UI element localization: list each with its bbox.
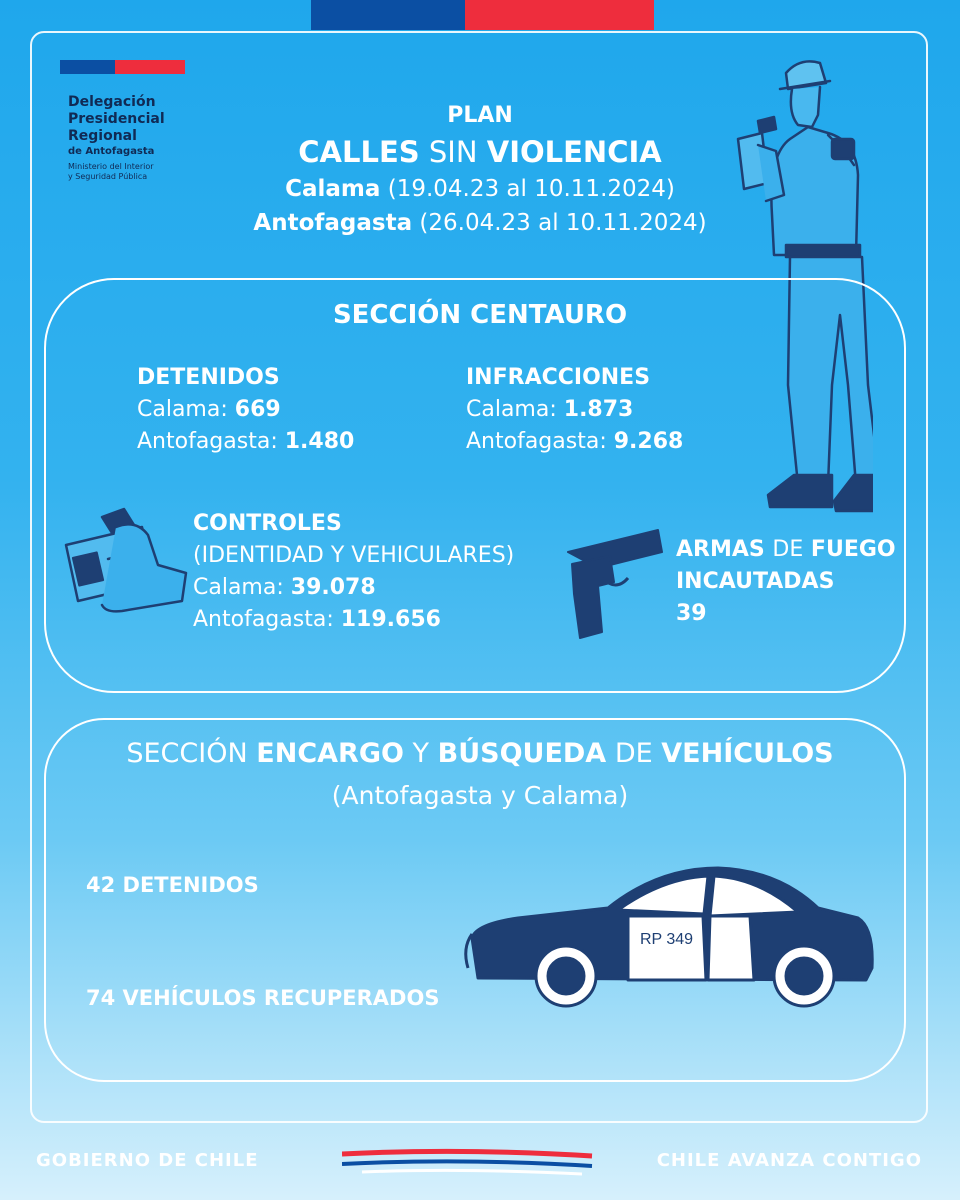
infracciones-heading: INFRACCIONES <box>466 365 651 390</box>
infracciones-block <box>466 362 683 458</box>
title-word-calles: CALLES <box>298 135 420 169</box>
armas-block <box>676 534 896 630</box>
controles-calama <box>193 572 514 604</box>
footer-swoosh-icon <box>342 1146 594 1176</box>
chile-avanza-contigo-logo: CHILE AVANZA CONTIGO <box>656 1150 922 1171</box>
controles-block <box>193 508 514 636</box>
infracciones-calama <box>466 394 683 426</box>
armas-heading-line1 <box>676 534 896 566</box>
title-word-violencia: VIOLENCIA <box>486 135 662 169</box>
pistol-icon <box>558 522 668 642</box>
logo-line3: Regional <box>68 128 137 144</box>
controles-calama-value: 39.078 <box>290 575 376 600</box>
police-car-illustration <box>458 858 878 1008</box>
detenidos-calama <box>137 394 354 426</box>
logo-flag-red <box>115 60 185 74</box>
encargo-title-w5: DE <box>614 738 653 769</box>
plan-header <box>180 100 780 240</box>
armas-value: 39 <box>676 601 707 626</box>
detenidos-antofagasta-label: Antofagasta: <box>137 429 278 454</box>
top-flag-stripe <box>311 0 654 30</box>
logo-flag-blue <box>60 60 115 74</box>
id-card-hand-icon <box>62 505 192 620</box>
flag-blue <box>311 0 465 30</box>
controles-calama-label: Calama: <box>193 575 284 600</box>
encargo-title-w1: SECCIÓN <box>126 738 248 769</box>
centauro-title: SECCIÓN CENTAURO <box>332 300 628 330</box>
infracciones-antofagasta-value: 9.268 <box>613 429 684 454</box>
detenidos-antofagasta-value: 1.480 <box>284 429 355 454</box>
antofagasta-dates <box>180 206 780 240</box>
de-word: DE <box>772 537 804 562</box>
logo-line2: Presidencial <box>68 111 165 127</box>
logo-ministry-line2: y Seguridad Pública <box>68 172 148 181</box>
encargo-title-w3: Y <box>412 738 430 769</box>
encargo-subtitle: (Antofagasta y Calama) <box>331 781 629 810</box>
detenidos-calama-value: 669 <box>234 397 281 422</box>
encargo-title <box>80 735 880 773</box>
calama-date-range: (19.04.23 al 10.11.2024) <box>387 176 675 202</box>
infracciones-antofagasta-label: Antofagasta: <box>466 429 607 454</box>
armas-word: ARMAS <box>676 537 765 562</box>
fuego-word: FUEGO <box>810 537 896 562</box>
detenidos-stat: 42 DETENIDOS <box>86 873 259 897</box>
encargo-title-w6: VEHÍCULOS <box>661 738 834 769</box>
gobierno-de-chile-logo: GOBIERNO DE CHILE <box>36 1150 259 1171</box>
controles-antofagasta-label: Antofagasta: <box>193 607 334 632</box>
detenidos-heading: DETENIDOS <box>137 365 280 390</box>
encargo-title-w2: ENCARGO <box>256 738 404 769</box>
logo-ministry-line1: Ministerio del Interior <box>68 162 154 171</box>
calama-dates <box>180 172 780 206</box>
encargo-title-w4: BÚSQUEDA <box>437 738 607 769</box>
title-word-sin: SIN <box>428 135 478 169</box>
controles-antofagasta-value: 119.656 <box>340 607 441 632</box>
antofagasta-date-range: (26.04.23 al 10.11.2024) <box>419 210 707 236</box>
infracciones-calama-value: 1.873 <box>563 397 634 422</box>
controles-heading: CONTROLES <box>193 511 342 536</box>
plan-title <box>180 132 780 172</box>
plan-label: PLAN <box>447 103 513 128</box>
logo-line1: Delegación <box>68 94 156 110</box>
controles-antofagasta <box>193 604 514 636</box>
calama-label: Calama <box>285 176 381 202</box>
logo-flag <box>60 60 185 74</box>
logo-region: de Antofagasta <box>68 146 155 157</box>
controles-subheading: (IDENTIDAD Y VEHICULARES) <box>193 543 515 568</box>
flag-red <box>465 0 654 30</box>
infracciones-antofagasta <box>466 426 683 458</box>
infracciones-calama-label: Calama: <box>466 397 557 422</box>
car-plate-text: RP 349 <box>640 931 694 948</box>
armas-heading-line2: INCAUTADAS <box>676 569 835 594</box>
detenidos-block <box>137 362 354 458</box>
detenidos-calama-label: Calama: <box>137 397 228 422</box>
antofagasta-label: Antofagasta <box>253 210 413 236</box>
vehiculos-recuperados-stat: 74 VEHÍCULOS RECUPERADOS <box>86 986 440 1010</box>
detenidos-antofagasta <box>137 426 354 458</box>
